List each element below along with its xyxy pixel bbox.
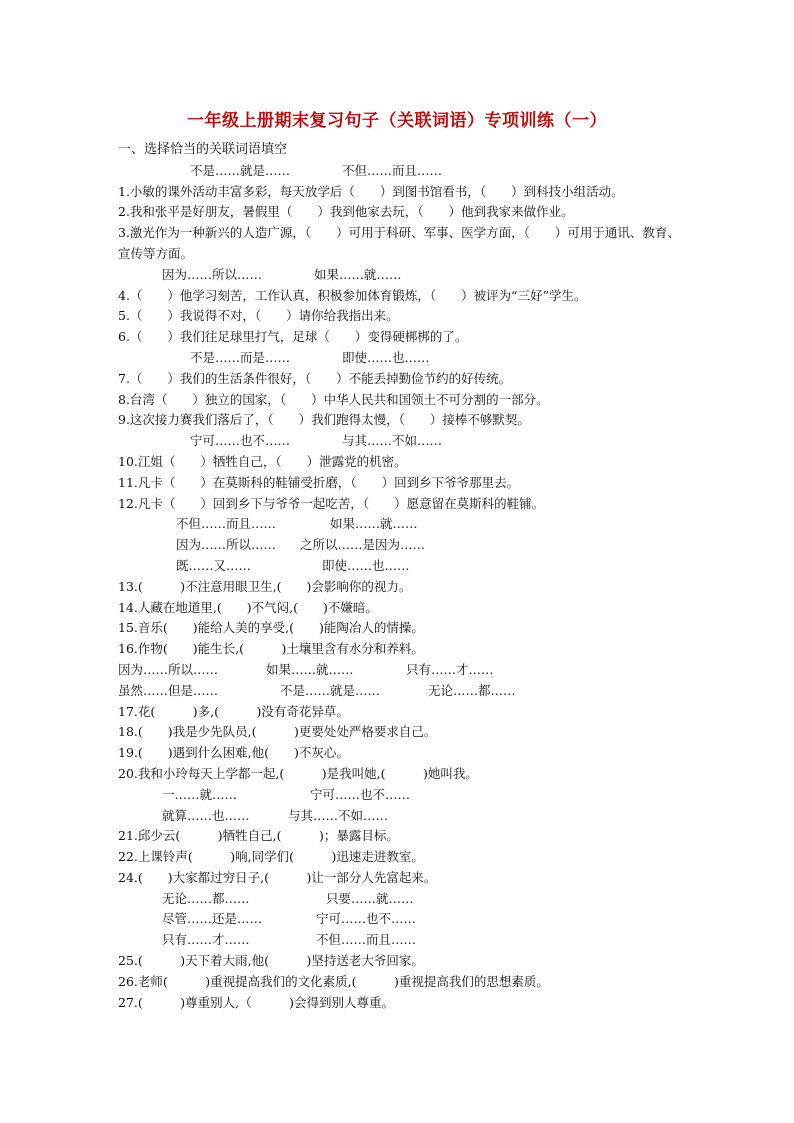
- word-option: 不但……而且……: [342, 162, 443, 178]
- word-options: [118, 681, 688, 702]
- word-option: 宁可……也不……: [316, 911, 417, 927]
- word-option: 尽管……还是……: [162, 911, 263, 927]
- word-option: 如果……就……: [266, 661, 354, 677]
- word-option: 只有……才……: [162, 932, 250, 948]
- question-27: 27.( )尊重别人,（ )会得到别人尊重。: [118, 994, 394, 1010]
- word-option: 如果……就……: [314, 266, 402, 282]
- word-option: 无论……都……: [162, 890, 250, 906]
- word-option: 虽然……但是……: [118, 682, 219, 698]
- word-options: [118, 556, 688, 577]
- worksheet-title: 一年级上册期末复习句子（关联词语）专项训练（一）: [187, 111, 607, 131]
- question-3: 3.激光作为一种新兴的人造广源，（ ）可用于科研、军事、医学方面，（ ）可用于通讯、教育、宣传等方面。: [118, 225, 680, 261]
- word-option: 只要……就……: [326, 890, 414, 906]
- question-24: 24.( )大家都过穷日子,( )让一部分人先富起来。: [118, 869, 437, 885]
- word-options: [118, 431, 688, 452]
- question-6: 6.（ ）我们往足球里打气，足球（ ）变得硬梆梆的了。: [118, 329, 468, 345]
- section-heading: 一、选择恰当的关联词语填空: [118, 142, 288, 157]
- question-20: 20.我和小玲每天上学都一起,( )是我叫她,( )她叫我。: [118, 765, 478, 781]
- word-options: [118, 889, 688, 910]
- question-21: 21.邱少云( )牺牲自己,( )；暴露目标。: [118, 828, 399, 844]
- question-12: 12.凡卡（ ）回到乡下与爷爷一起吃苦，（ ）愿意留在莫斯科的鞋铺。: [118, 495, 545, 511]
- question-15: 15.音乐( )能给人美的享受,( )能陶冶人的情操。: [118, 620, 424, 636]
- word-options: [118, 785, 688, 806]
- question-5: 5.（ ）我说得不对，（ ）请你给我指出来。: [118, 308, 399, 324]
- word-option: 只有……才……: [406, 661, 494, 677]
- word-options: [118, 660, 688, 681]
- word-options: [118, 930, 688, 951]
- word-option: 如果……就……: [330, 516, 418, 532]
- question-14: 14.人藏在地道里,( )不气闷,( )不嫌暗。: [118, 599, 378, 615]
- word-option: 之所以……是因为……: [300, 537, 426, 553]
- question-2: 2.我和张平是好朋友，暑假里（ ）我到他家去玩，（ ）他到我家来做作业。: [118, 204, 574, 220]
- question-19: 19.( )遇到什么困难,他( )不灰心。: [118, 745, 349, 761]
- word-option: 就算……也……: [162, 807, 250, 823]
- word-option: 因为……所以……: [176, 537, 277, 553]
- question-26: 26.老师( )重视提高我们的文化素质,( )重视提高我们的思想素质。: [118, 973, 549, 989]
- question-7: 7.（ ）我们的生活条件很好，（ ）不能丢掉勤俭节约的好传统。: [118, 370, 512, 386]
- word-option: 一……就……: [162, 786, 238, 802]
- word-option: 不但……而且……: [316, 932, 417, 948]
- word-options: [118, 909, 688, 930]
- word-option: 即使……也……: [322, 557, 410, 573]
- word-option: 与其……不如……: [288, 807, 389, 823]
- word-options: [118, 806, 688, 827]
- word-option: 即使……也……: [342, 349, 430, 365]
- word-options: [118, 514, 688, 535]
- word-option: 因为……所以……: [118, 661, 219, 677]
- word-option: 不是……就是……: [190, 162, 291, 178]
- word-option: 与其……不如……: [342, 433, 443, 449]
- question-8: 8.台湾（ ）独立的国家，（ ）中华人民共和国领土不可分割的一部分。: [118, 391, 549, 407]
- question-25: 25.( )天下着大雨,他( )坚持送老大爷回家。: [118, 953, 424, 969]
- word-option: 既……又……: [176, 557, 252, 573]
- question-9: 9.这次接力赛我们落后了，（ ）我们跑得太慢，（ ）接棒不够默契。: [118, 412, 530, 428]
- question-16: 16.作物( )能生长,( )土壤里含有水分和养料。: [118, 641, 424, 657]
- question-11: 11.凡卡（ ）在莫斯科的鞋铺受折磨，（ ）回到乡下爷爷那里去。: [118, 474, 520, 490]
- word-options: [118, 535, 688, 556]
- question-22: 22.上课铃声( )响,同学们( )迅速走进教室。: [118, 849, 424, 865]
- word-option: 无论……都……: [428, 682, 516, 698]
- question-17: 17.花( )多,( )没有奇花异草。: [118, 703, 349, 719]
- word-option: 宁可……也不……: [190, 433, 291, 449]
- word-option: 因为……所以……: [162, 266, 263, 282]
- word-options: [118, 265, 688, 286]
- question-13: 13.( )不注意用眼卫生,( )会影响你的视力。: [118, 578, 412, 594]
- word-option: 宁可……也不……: [310, 786, 411, 802]
- question-10: 10.江姐（ ）牺牲自己，（ ）泄露党的机密。: [118, 453, 407, 469]
- word-options: [118, 348, 688, 369]
- word-option: 不但……而且……: [176, 516, 277, 532]
- worksheet-body: [118, 140, 688, 1013]
- word-option: 不是……就是……: [280, 682, 381, 698]
- question-4: 4.（ ）他学习刻苦，工作认真，积极参加体育锻炼，（ ）被评为“三好”学生。: [118, 287, 587, 303]
- word-option: 不是……而是……: [190, 349, 291, 365]
- question-18: 18.( )我是少先队员,( )更要处处严格要求自己。: [118, 724, 437, 740]
- word-options: [118, 161, 688, 182]
- question-1: 1.小敏的课外活动丰富多彩，每天放学后（ ）到图书馆看书，（ ）到科技小组活动。: [118, 183, 624, 199]
